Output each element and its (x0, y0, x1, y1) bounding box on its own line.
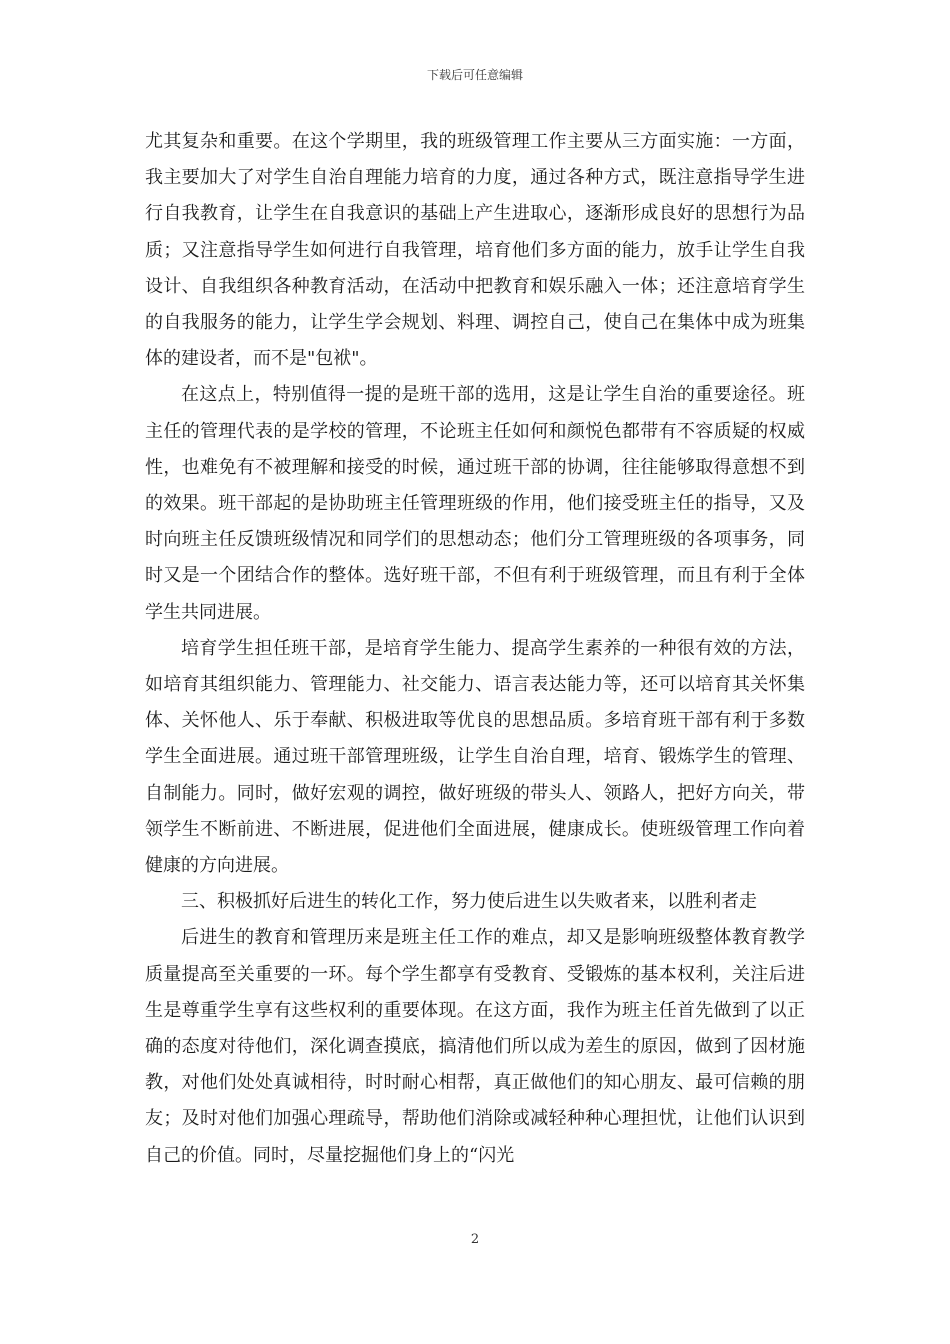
page-number: 2 (470, 1232, 480, 1247)
paragraph-2: 在这点上，特别值得一提的是班干部的选用，这是让学生自治的重要途径。班主任的管理代表的是学校的管理，不论班主任如何和颜悦色都带有不容质疑的权威性，也难免有不被理解和接受的时候，通过班干部的协调，往往能够取得意想不到的效果。班干部起的是协助班主任管理班级的作用，他们接受班主任的指导，又及时向班主任反馈班级情况和同学们的思想动态；他们分工管理班级的各项事务，同时又是一个团结合作的整体。选好班干部，不但有利于班级管理，而且有利于全体学生共同进展。 (145, 384, 805, 623)
document-body (145, 124, 805, 1174)
paragraph-4: 后进生的教育和管理历来是班主任工作的难点，却又是影响班级整体教育教学质量提高至关重要的一环。每个学生都享有受教育、受锻炼的基本权利，关注后进生是尊重学生享有这些权利的重要体现。在这方面，我作为班主任首先做到了以正确的态度对待他们，深化调查摸底，搞清他们所以成为差生的原因，做到了因材施教，对他们处处真诚相待，时时耐心相帮，真正做他们的知心朋友、最可信赖的朋友；及时对他们加强心理疏导，帮助他们消除或减轻种种心理担忧，让他们认识到自己的价值。同时，尽量挖掘他们身上的“闪光 (145, 927, 805, 1166)
page-header: 下载后可任意编辑 (426, 68, 523, 82)
section-heading-3: 三、积极抓好后进生的转化工作，努力使后进生以失败者来，以胜利者走 (181, 891, 757, 913)
paragraph-3: 培育学生担任班干部，是培育学生能力、提高学生素养的一种很有效的方法，如培育其组织能力、管理能力、社交能力、语言表达能力等，还可以培育其关怀集体、关怀他人、乐于奉献、积极进取等优良的思想品质。多培育班干部有利于多数学生全面进展。通过班干部管理班级，让学生自治自理，培育、锻炼学生的管理、自制能力。同时，做好宏观的调控，做好班级的带头人、领路人，把好方向关，带领学生不断前进、不断进展，促进他们全面进展，健康成长。使班级管理工作向着健康的方向进展。 (145, 637, 805, 877)
paragraph-1: 尤其复杂和重要。在这个学期里，我的班级管理工作主要从三方面实施：一方面，我主要加大了对学生自治自理能力培育的力度，通过各种方式，既注意指导学生进行自我教育，让学生在自我意识的基础上产生进取心，逐渐形成良好的思想行为品质；又注意指导学生如何进行自我管理，培育他们多方面的能力，放手让学生自我设计、自我组织各种教育活动，在活动中把教育和娱乐融入一体；还注意培育学生的自我服务的能力，让学生学会规划、料理、调控自己，使自己在集体中成为班集体的建设者，而不是"包袱"。 (145, 131, 805, 370)
